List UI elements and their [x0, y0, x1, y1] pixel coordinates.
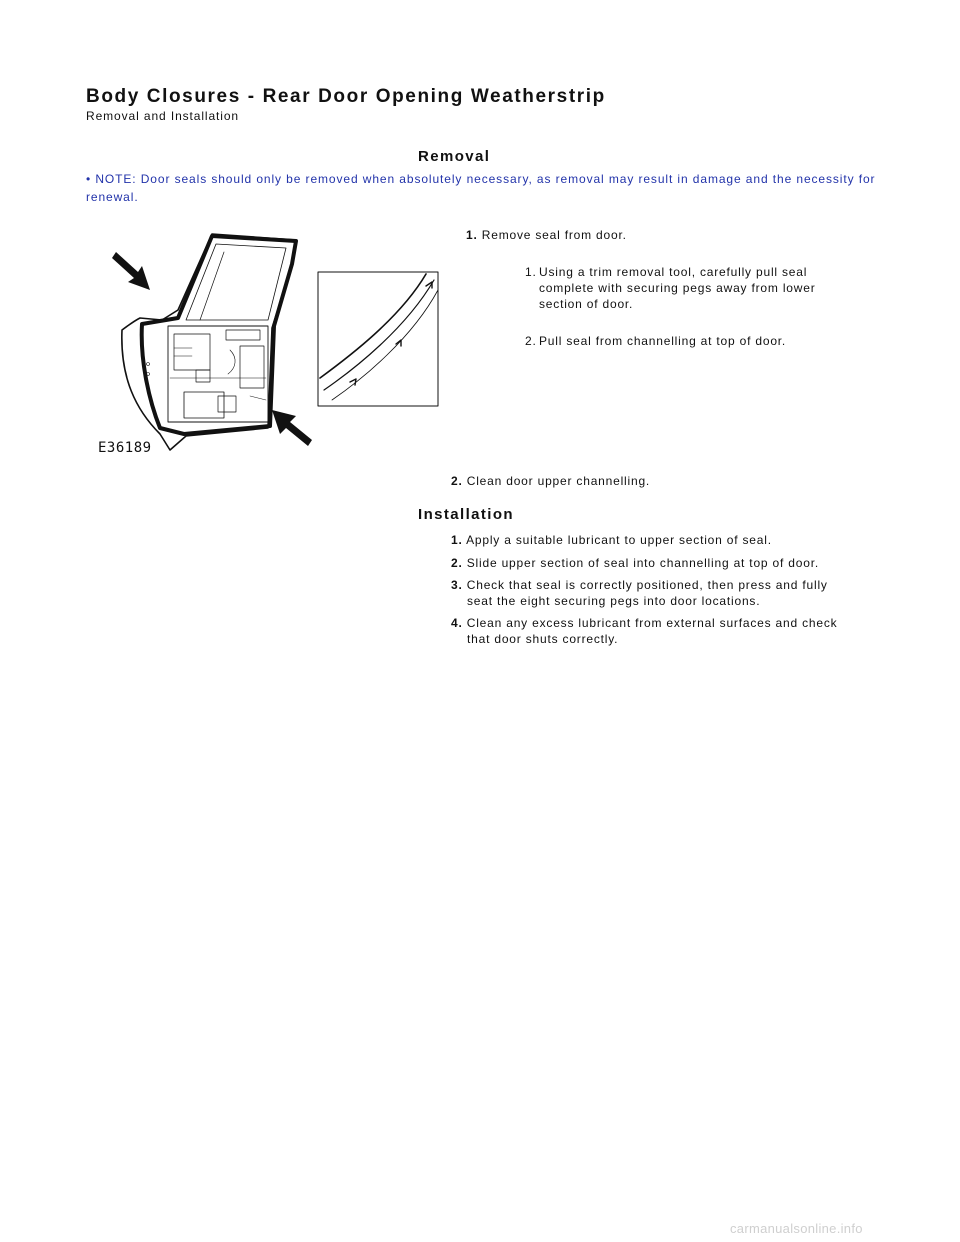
removal-note: • NOTE: Door seals should only be removed when absolutely necessary, as removal may result in damage and the necessity for renewal. [86, 172, 876, 204]
door-illustration [100, 228, 445, 456]
removal-step-1: 1. Remove seal from door. [466, 228, 627, 242]
removal-step-2: 2. Clean door upper channelling. [451, 474, 651, 488]
removal-substep-1: 1. Using a trim removal tool, carefully pull seal complete with securing pegs away from lower section of door. [525, 265, 816, 311]
removal-substep-2: 2. Pull seal from channelling at top of door. [525, 334, 787, 348]
watermark: carmanualsonline.info [730, 1221, 863, 1236]
page-subtitle: Removal and Installation [86, 109, 240, 123]
figure-id: E36189 [98, 440, 152, 456]
installation-step-3: 3. Check that seal is correctly positioned, then press and fully seat the eight securing pegs into door locations. [451, 578, 828, 608]
installation-step-1: 1. Apply a suitable lubricant to upper section of seal. [451, 533, 772, 547]
installation-step-4: 4. Clean any excess lubricant from external surfaces and check that door shuts correctly. [451, 616, 838, 646]
installation-step-2: 2. Slide upper section of seal into channelling at top of door. [451, 556, 819, 570]
page-title: Body Closures - Rear Door Opening Weatherstrip [86, 86, 606, 107]
installation-heading: Installation [418, 506, 514, 523]
removal-heading: Removal [418, 148, 491, 165]
